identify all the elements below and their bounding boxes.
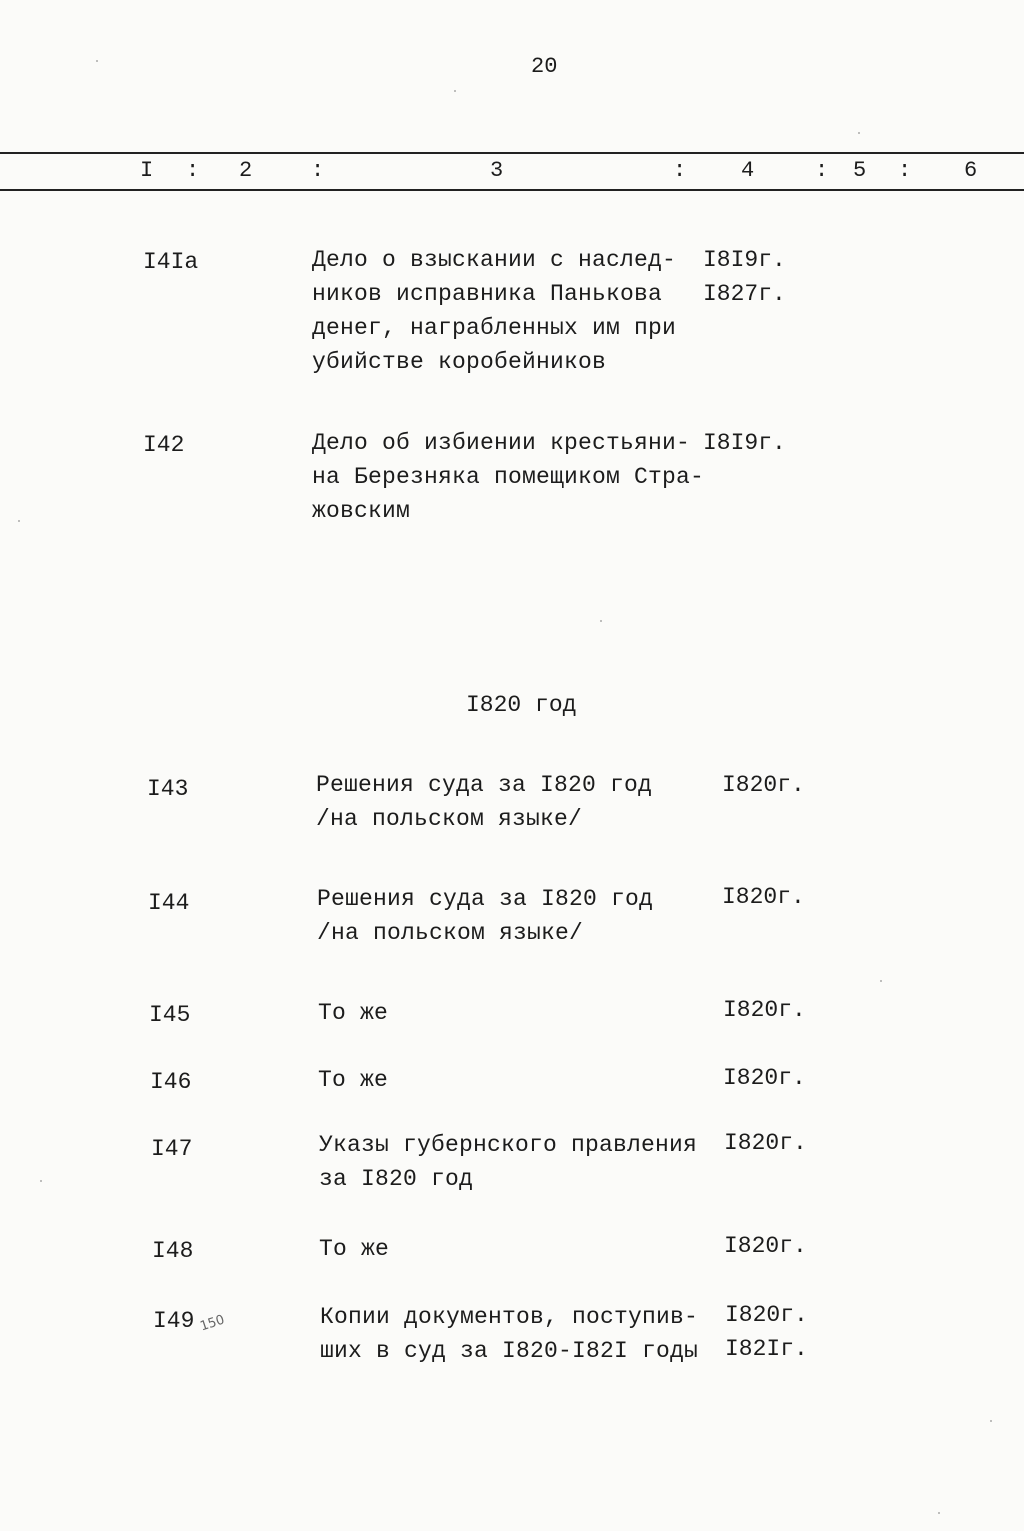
header-top-rule xyxy=(0,152,1024,154)
section-heading: I820 год xyxy=(466,692,577,718)
header-separator: : xyxy=(673,158,687,183)
handwritten-annotation: 150 xyxy=(198,1312,227,1335)
entry-title: Указы губернского правления за I820 год xyxy=(319,1132,698,1192)
entry-years: I8I9г. xyxy=(703,430,786,456)
entry-number: I4Iа xyxy=(143,249,199,275)
header-col-2: 2 xyxy=(239,158,253,183)
header-col-3: 3 xyxy=(490,158,504,183)
entry-years: I820г. xyxy=(722,884,805,910)
entry-number: I44 xyxy=(148,890,190,916)
page-number: 20 xyxy=(531,54,558,79)
entry-number: I43 xyxy=(147,776,189,802)
entry-title: То же xyxy=(318,1067,389,1093)
entry-years: I820г. xyxy=(724,1233,807,1259)
entry-title: Дело о взыскании с наслед- ников исправника Панькова денег, награбленных им при убийстве коробейников xyxy=(312,247,677,375)
entry-title: Копии документов, поступив- ших в суд за I820-I82I годы xyxy=(320,1304,699,1364)
entry-years: I820г. xyxy=(724,1130,807,1156)
scan-speck xyxy=(600,620,602,622)
entry-years: I820г. xyxy=(723,1065,806,1091)
scan-speck xyxy=(40,1180,42,1182)
header-separator: : xyxy=(815,158,829,183)
entry-title: То же xyxy=(319,1236,390,1262)
scan-speck xyxy=(858,132,860,134)
entry-number: I49 xyxy=(153,1308,195,1334)
entry-number: I48 xyxy=(152,1238,194,1264)
scan-speck xyxy=(18,520,20,522)
header-separator: : xyxy=(186,158,200,183)
header-col-5: 5 xyxy=(853,158,867,183)
scan-speck xyxy=(990,1420,992,1422)
header-col-6: 6 xyxy=(964,158,978,183)
entry-years: I820г. xyxy=(723,997,806,1023)
entry-title: Решения суда за I820 год /на польском языке/ xyxy=(317,886,654,946)
entry-years: I8I9г. I827г. xyxy=(703,247,786,307)
header-col-4: 4 xyxy=(741,158,755,183)
entry-number: I47 xyxy=(151,1136,193,1162)
header-col-1: I xyxy=(140,158,154,183)
entry-number: I46 xyxy=(150,1069,192,1095)
scan-speck xyxy=(938,1512,940,1514)
header-separator: : xyxy=(898,158,912,183)
scan-speck xyxy=(96,60,98,62)
entry-title: Дело об избиении крестьяни- на Березняка помещиком Стра- жовским xyxy=(312,430,705,524)
scan-speck xyxy=(454,90,456,92)
header-bottom-rule xyxy=(0,189,1024,191)
entry-years: I820г. I82Iг. xyxy=(725,1302,808,1362)
header-separator: : xyxy=(311,158,325,183)
entry-title: То же xyxy=(318,1000,389,1026)
entry-title: Решения суда за I820 год /на польском языке/ xyxy=(316,772,653,832)
entry-years: I820г. xyxy=(722,772,805,798)
scan-speck xyxy=(880,980,882,982)
entry-number: I45 xyxy=(149,1002,191,1028)
entry-number: I42 xyxy=(143,432,185,458)
